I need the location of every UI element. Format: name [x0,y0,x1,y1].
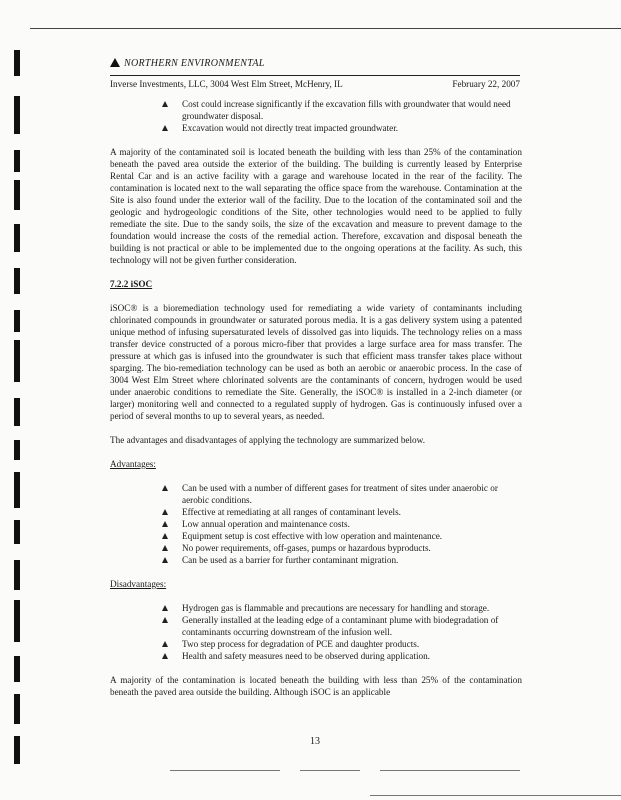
disadvantages-heading: Disadvantages: [110,579,167,589]
scan-margin-bar [14,310,20,332]
scan-margin-bar [14,736,20,764]
scan-top-edge [30,28,621,29]
scan-margin-bar [14,150,20,172]
list-item: Two step process for degradation of PCE and daughter products. [162,638,522,650]
advantages-list [110,482,522,566]
project-title: Inverse Investments, LLC, 3004 West Elm Street, McHenry, IL [110,79,343,89]
scan-margin-bar [14,268,20,294]
scan-margin-bar [14,180,20,210]
page-body [110,98,522,710]
list-item: No power requirements, off-gases, pumps or hazardous byproducts. [162,542,522,554]
company-logo [110,58,265,69]
scan-footer-line [300,770,360,771]
list-item: Low annual operation and maintenance costs. [162,518,522,530]
disadvantages-list [110,602,522,662]
scan-margin-bar [14,560,20,590]
paragraph-isoc: iSOC® is a bioremediation technology used for remediating a wide variety of contaminants including chlorinated compounds in groundwater or saturated porous media. It is a gas delivery system using a patented unique method of infusing supersaturated levels of dissolved gas into liquids. The technology relies on a mass transfer device constructed of a porous micro-fiber that provides a large surface area for mass transfer. The pressure at which gas is infused into the groundwater is such that efficient mass transfer takes place without sparging. The bio-remediation technology can be used as both an aerobic or anaerobic process. In the case of 3004 West Elm Street where chlorinated solvents are the contaminants of concern, hydrogen would be used under anaerobic conditions to remediate the Site. Generally, the iSOC® is installed in a 2-inch diameter (or larger) monitoring well and connected to a regulated supply of hydrogen. Gas is continuously infused over a period of several months to up to several years, as needed. [110,303,522,421]
section-heading: 7.2.2 iSOC [110,279,153,289]
header-rule [110,75,520,76]
scan-margin-bar [14,656,20,682]
running-header [110,79,520,89]
company-name: NORTHERN ENVIRONMENTAL [124,58,265,69]
scan-margin-bar [14,96,20,134]
list-item: Cost could increase significantly if the excavation fills with groundwater that would need groundwater disposal. [162,98,522,122]
paragraph-summary: The advantages and disadvantages of applying the technology are summarized below. [110,435,425,445]
triangle-logo-icon [110,58,120,67]
page-number: 13 [310,736,320,747]
list-item: Equipment setup is cost effective with low operation and maintenance. [162,530,522,542]
scan-margin-bar [14,472,20,508]
advantages-heading: Advantages: [110,459,156,469]
scan-margin-bar [14,50,20,76]
list-item: Generally installed at the leading edge of a contaminant plume with biodegradation of contaminants occurring downstream of the infusion well. [162,614,522,638]
report-date: February 22, 2007 [452,79,520,89]
scan-footer-line [170,770,280,771]
scan-margin-bar [14,224,20,252]
list-item: Hydrogen gas is flammable and precautions are necessary for handling and storage. [162,602,522,614]
paragraph-excavation: A majority of the contaminated soil is located beneath the building with less than 25% of the contamination beneath the paved area outside the exterior of the building. The building is currently leased by Enterprise Rental Car and is an active facility with a garage and warehouse located in the rear of the facility. The contamination is located next to the wall separating the office space from the warehouse. Contamination at the Site is also found under the exterior wall of the facility. Due to the location of the contaminated soil and the geologic and hydrogeologic conditions of the Site, other technologies would need to be applied to fully remediate the site. Due to the sandy soils, the size of the excavation and measure to prevent damage to the foundation would increase the costs of the remedial action. Therefore, excavation and disposal beneath the building is not practical or able to be implemented due to the ongoing operations at the facility. As such, this technology will not be given further consideration. [110,147,522,265]
scan-margin-bar [14,694,20,724]
scan-footer-line [370,795,621,796]
scan-footer-line [380,770,520,771]
scan-margin-bar [14,340,20,382]
list-item: Can be used with a number of different gases for treatment of sites under anaerobic or aerobic conditions. [162,482,522,506]
list-item: Can be used as a barrier for further contaminant migration. [162,554,522,566]
scan-margin-bar [14,600,20,642]
list-item: Health and safety measures need to be observed during application. [162,650,522,662]
list-item: Effective at remediating at all ranges of contaminant levels. [162,506,522,518]
scan-margin-bar [14,440,20,460]
scan-margin-bar [14,520,20,544]
intro-bullet-list [110,98,522,134]
list-item: Excavation would not directly treat impacted groundwater. [162,122,522,134]
scan-margin-bar [14,398,20,426]
paragraph-closing: A majority of the contamination is located beneath the building with less than 25% of the contamination beneath the paved area outside the building. Although iSOC is an applicable [110,675,522,697]
